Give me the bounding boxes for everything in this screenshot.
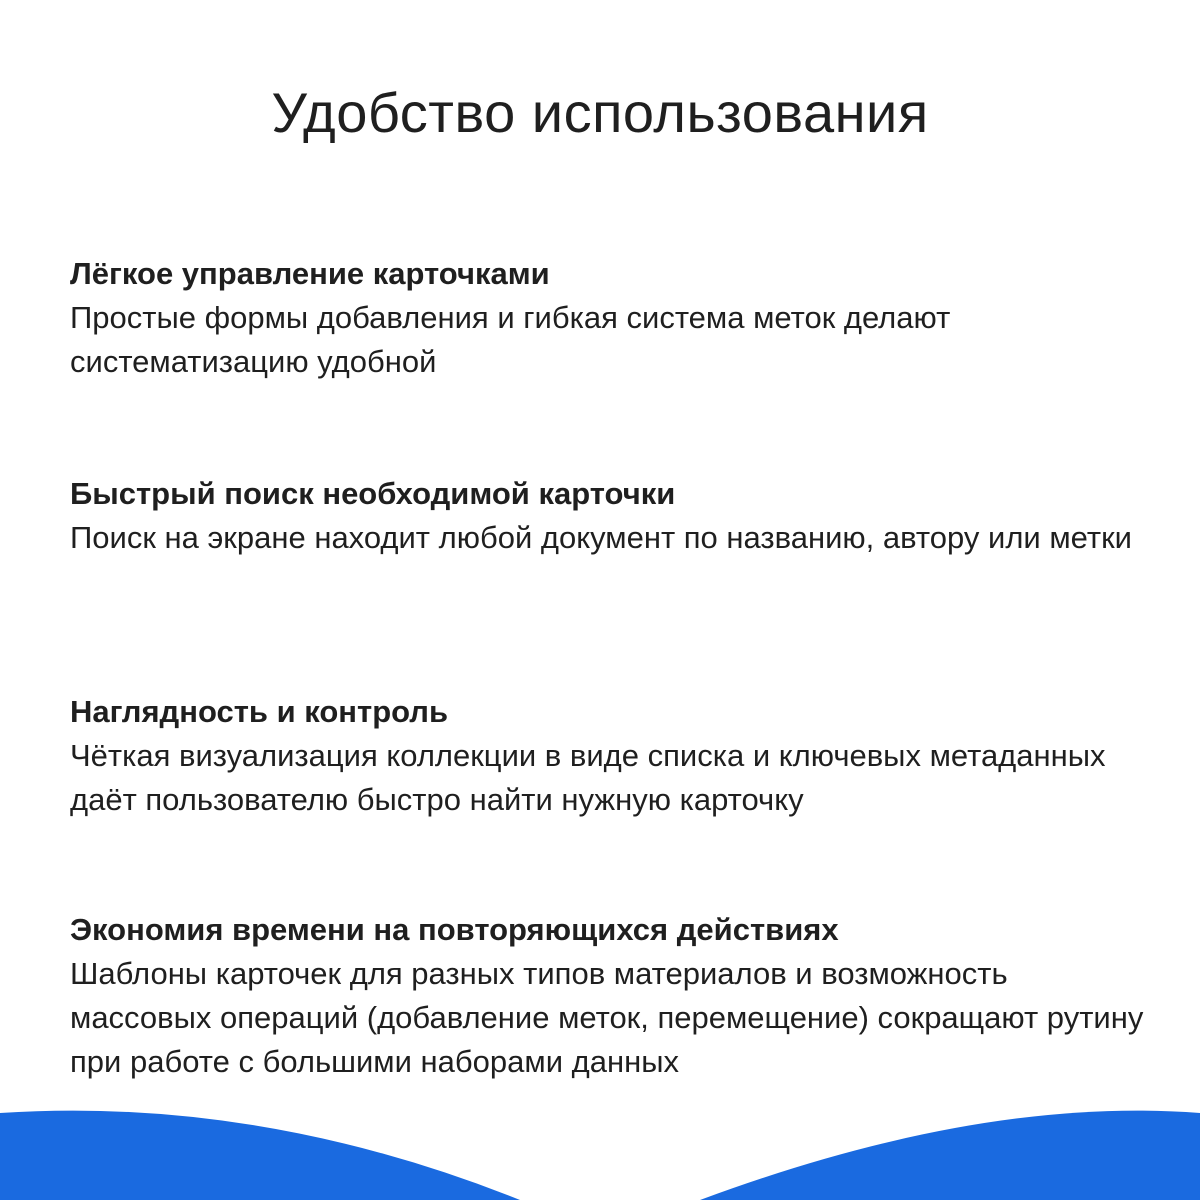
feature-heading: Быстрый поиск необходимой карточки [70,476,676,511]
feature-description: Чёткая визуализация коллекции в виде списка и ключевых метаданных даёт пользователю быстро найти нужную карточку [70,738,1106,817]
feature-quick-search [70,472,1150,560]
feature-description: Простые формы добавления и гибкая система меток делают систематизацию удобной [70,300,951,379]
feature-heading: Экономия времени на повторяющихся действиях [70,912,839,947]
bottom-wave-decoration [0,1100,1200,1200]
feature-visibility-control [70,690,1150,822]
left-wave-shape [0,1111,520,1200]
feature-description: Поиск на экране находит любой документ по названию, автору или метки [70,520,1132,555]
right-wave-shape [700,1111,1200,1200]
feature-heading: Лёгкое управление карточками [70,256,550,291]
feature-time-saving [70,908,1150,1084]
feature-description: Шаблоны карточек для разных типов материалов и возможность массовых операций (добавление меток, перемещение) сокращают рутину при работе с большими наборами данных [70,956,1144,1079]
feature-heading: Наглядность и контроль [70,694,449,729]
page-title: Удобство использования [271,81,929,144]
feature-card-management [70,252,1150,384]
